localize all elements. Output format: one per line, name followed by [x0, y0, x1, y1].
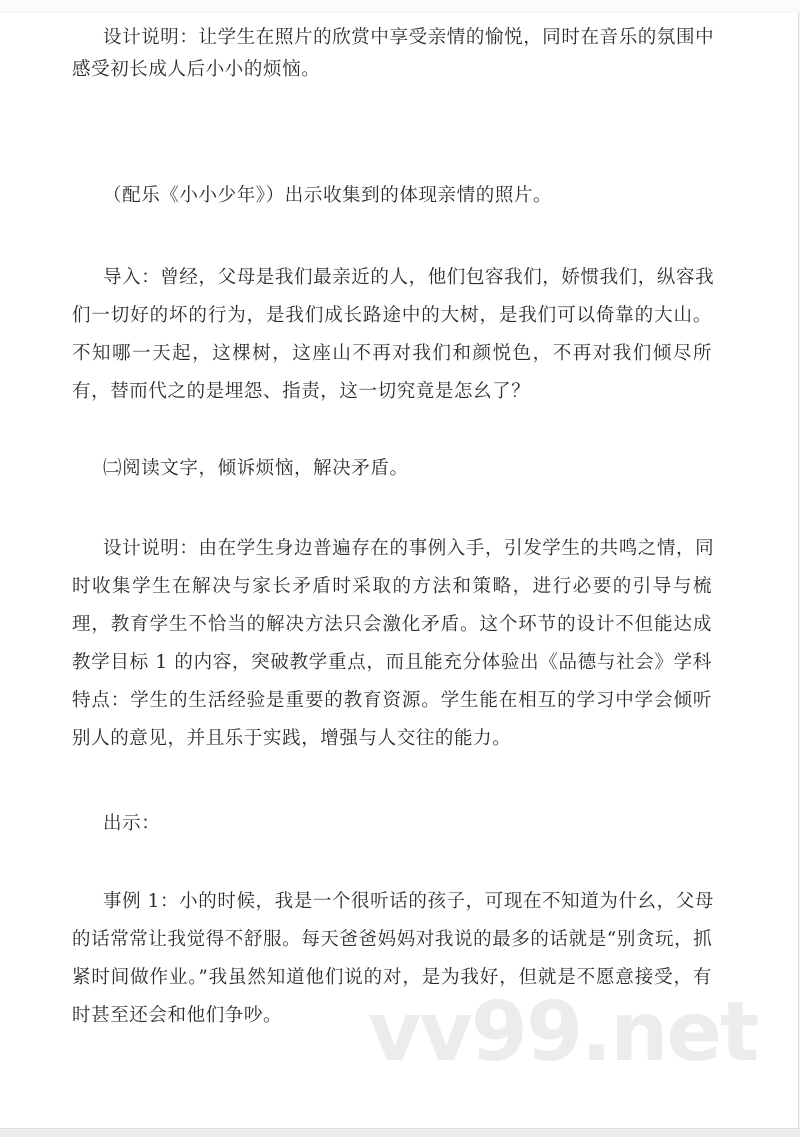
text-line: 的话常常让我觉得不舒服。每天爸爸妈妈对我说的最多的话就是“别贪玩，抓: [72, 929, 713, 950]
text-line: 有，替而代之的是埋怨、指责，这一切究竟是怎幺了？: [72, 381, 531, 402]
text-line: 时甚至还会和他们争吵。: [72, 1005, 283, 1026]
text-line: 特点：学生的生活经验是重要的教育资源。学生能在相互的学习中学会倾听: [72, 690, 712, 711]
text-line: 教学目标 1 的内容，突破教学重点，而且能充分体验出《品德与社会》学科: [72, 652, 712, 673]
page-top-edge: [0, 0, 800, 13]
paragraph-introduction: [72, 262, 715, 408]
text-line: 设计说明：让学生在照片的欣赏中享受亲情的愉悦，同时在音乐的氛围中: [103, 27, 715, 48]
text-line: 别人的意见，并且乐于实践，增强与人交往的能力。: [72, 728, 512, 749]
section-heading: [72, 453, 712, 485]
text-line: 设计说明：由在学生身边普遍存在的事例入手，引发学生的共鸣之情，同: [103, 538, 715, 559]
text-line: 理，教育学生不恰当的解决方法只会激化矛盾。这个环节的设计不但能达成: [72, 614, 712, 635]
text-line: 不知哪一天起，这棵树，这座山不再对我们和颜悦色，不再对我们倾尽所: [72, 343, 712, 364]
text-line: 出示：: [103, 813, 161, 834]
paragraph-music-photos: [72, 180, 712, 212]
text-line: 感受初长成人后小小的烦恼。: [72, 59, 321, 80]
paragraph-show-label: [72, 808, 712, 840]
paragraph-design-note-2: [72, 533, 715, 755]
page-bottom-edge: [0, 1130, 800, 1137]
text-line: 导入：曾经，父母是我们最亲近的人，他们包容我们，娇惯我们，纵容我: [103, 267, 715, 288]
text-line: 紧时间做作业。”我虽然知道他们说的对，是为我好，但就是不愿意接受，有: [72, 967, 712, 988]
text-line: 事例 1：小的时候，我是一个很听话的孩子，可现在不知道为什幺，父母: [103, 891, 714, 912]
text-line: ㈡阅读文字，倾诉烦恼，解决矛盾。: [103, 458, 409, 479]
paragraph-design-note-1: [72, 22, 715, 86]
text-line: 时收集学生在解决与家长矛盾时采取的方法和策略，进行必要的引导与梳: [72, 576, 712, 597]
watermark-text: vv99.net: [368, 985, 758, 1080]
text-line: （配乐《小小少年》）出示收集到的体现亲情的照片。: [103, 185, 553, 206]
text-line: 们一切好的坏的行为，是我们成长路途中的大树，是我们可以倚靠的大山。: [72, 305, 712, 326]
